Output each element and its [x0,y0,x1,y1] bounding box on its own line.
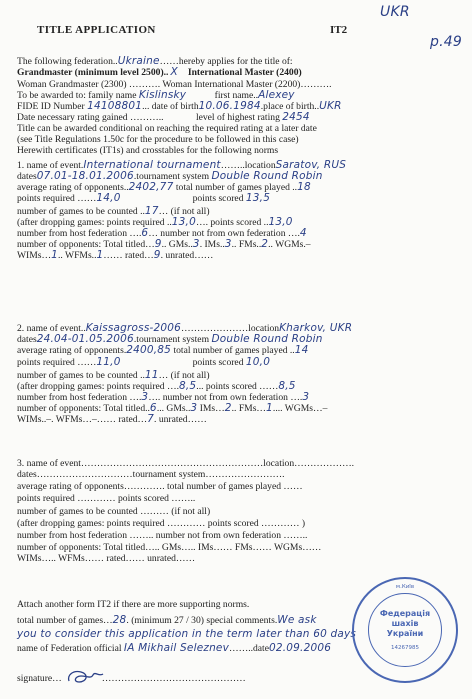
event3-line-2: dates…………………………tournament system……………………. [17,469,285,480]
event1-avg-line: average rating of opponents..2402,77 total number of games played ..18 [17,181,311,193]
event3-line-4: points required ………… points scored …….. [17,493,196,504]
event1-host-line: number from host federation ….6… number not from own federation ….4 [17,227,307,239]
date-of-birth: 10.06.1984 [198,100,261,112]
form-title: TITLE APPLICATION [37,24,156,36]
event1-dates: 07.01-18.01.2006 [36,170,134,182]
event2-scored: 10,0 [245,356,271,368]
event3-line-3: average rating of opponents…………. total number of games played …… [17,481,303,492]
attach-note: Attach another form IT2 if there are more supporting norms. [17,599,250,610]
event2-points-line: points required ……11,0 points scored 10,0 [17,356,271,368]
woman-titles-line: Woman Grandmaster (2300) ………. Woman International Master (2200)………. [17,79,332,90]
event1-points-line: points required ……14,0 points scored 13,5 [17,192,271,204]
event1-drop-line: (after dropping games: points required ..13,0…. points scored ..13,0 [17,216,293,228]
event1-games: 18 [297,181,311,193]
federation-stamp: м.Київ Федерація шахів України 14267985 [352,577,458,683]
federation-line: The following federation..Ukraine……hereby applies for the title of: [17,55,293,67]
total-games-line: total number of games…28. (minimum 27 / 30) special comments.We ask [17,614,317,626]
awarded-to-line: To be awarded to: family name Kislinsky first name..Alexey [17,89,295,101]
event1-drop-required: 13,0 [171,216,196,228]
event1-titled-line: number of opponents: Total titled…9.. GMs..3. IMs..3.. FMs..2.. WGMs.– [17,238,311,250]
gm-mark: X [170,66,178,78]
event1-counted-line: number of games to be counted ..17… (if not all) [17,205,210,217]
event2-wims-line: WIMs..–. WFMs…–…… rated…7. unrated…… [17,413,207,425]
event1-system: Double Round Robin [211,170,323,182]
event2-host-line: number from host federation ….3…. number not from own federation ….3 [17,391,310,403]
event2-titled-line: number of opponents: Total titled..6... GMs..3 IMs…2.. FMs…1.... WGMs…– [17,402,328,414]
event2-counted: 11 [144,369,159,381]
event1-dates-line: dates07.01-18.01.2006.tournament system Double Round Robin [17,170,323,182]
total-games: 28 [112,614,127,626]
official-name: IA Mikhail Seleznev [123,642,229,654]
fide-id-line: FIDE ID Number 14108801... date of birth10.06.1984.place of birth..UKR [17,100,342,112]
event1-avg: 2402,77 [128,181,174,193]
event1-wims-line: WIMs…1.. WFMs..1…… rated…9. unrated…… [17,249,214,261]
condition-line-2: (see Title Regulations 1.50c for the procedure to be followed in this case) [17,134,299,145]
event1-drop-scored: 13,0 [268,216,293,228]
event2-drop-line: (after dropping games: points required ….8,5... points scored ……8,5 [17,380,296,392]
official-line: name of Federation official IA Mikhail Seleznev……..date02.09.2006 [17,642,332,654]
federation-value: Ukraine [117,55,160,67]
page-note: p.49 [430,34,462,50]
event2-avg-line: average rating of opponents.2400,85 total number of games played ..14 [17,344,309,356]
event1-own: 4 [299,227,307,239]
event2-system: Double Round Robin [211,333,323,345]
event2-own: 3 [302,391,310,403]
event2-drop-scored: 8,5 [278,380,296,392]
event3-line-6: (after dropping games: points required ………… points scored ………… ) [17,518,306,529]
event2-dates-line: dates24.04-01.05.2006.tournament system Double Round Robin [17,333,323,345]
event2-drop-required: 8,5 [178,380,197,392]
official-date: 02.09.2006 [268,642,332,654]
special-comments-2: you to consider this application in the term later than 60 days [17,628,357,640]
signature-line: signature… ……………………………………… [17,673,246,684]
event1-scored: 13,5 [245,192,271,204]
event1-required: 14,0 [96,192,121,204]
event3-line-5: number of games to be counted ……… (if not all) [17,506,211,517]
event1-name: International tournament [83,159,221,171]
event2-name-line: 2. name of event..Kaissagross-2006…………………locationKharkov, UKR [17,322,353,334]
event1-name-line: 1. name of event.International tournament……..locationSaratov, RUS [17,159,347,171]
place-of-birth: UKR [319,100,342,112]
herewith-line: Herewith certificates (IT1s) and crosstables for the following norms [17,145,279,156]
event3-line-1: 3. name of event…………………………………………………location………………. [17,458,355,469]
event2-counted-line: number of games to be counted ..11… (if not all) [17,369,210,381]
special-comments-1: We ask [277,614,317,626]
condition-line-1: Title can be awarded conditional on reaching the required rating at a later date [17,123,317,134]
rating-line: Date necessary rating gained ……….. level of highest rating 2454 [17,111,310,123]
signature-scribble [65,669,105,685]
event3-line-9: WIMs….. WFMs…… rated…… unrated…… [17,553,196,564]
event2-name: Kaissagross-2006 [85,322,182,334]
event3-line-8: number of opponents: Total titled….. GMs….. IMs…… FMs…… WGMs…… [17,542,322,553]
family-name: Kislinsky [138,89,187,101]
first-name: Alexey [258,89,295,101]
event1-counted: 17 [144,205,159,217]
title-options-line: Grandmaster (minimum level 2500).. X International Master (2400) [17,66,302,78]
fide-id: 14108801 [87,100,143,112]
form-code: IT2 [330,24,348,36]
highest-rating: 2454 [282,111,310,123]
event2-games: 14 [294,344,309,356]
event1-host: 6 [141,227,149,239]
comments-line [17,629,356,640]
event3-line-7: number from host federation …….. number not from own federation …….. [17,530,308,541]
event1-location: Saratov, RUS [275,159,347,171]
event2-avg: 2400,85 [126,344,172,356]
event2-location: Kharkov, UKR [279,322,353,334]
event2-dates: 24.04-01.05.2006 [36,333,134,345]
country-note: UKR [380,4,410,20]
event2-required: 11,0 [96,356,121,368]
event2-host: 3 [141,391,149,403]
